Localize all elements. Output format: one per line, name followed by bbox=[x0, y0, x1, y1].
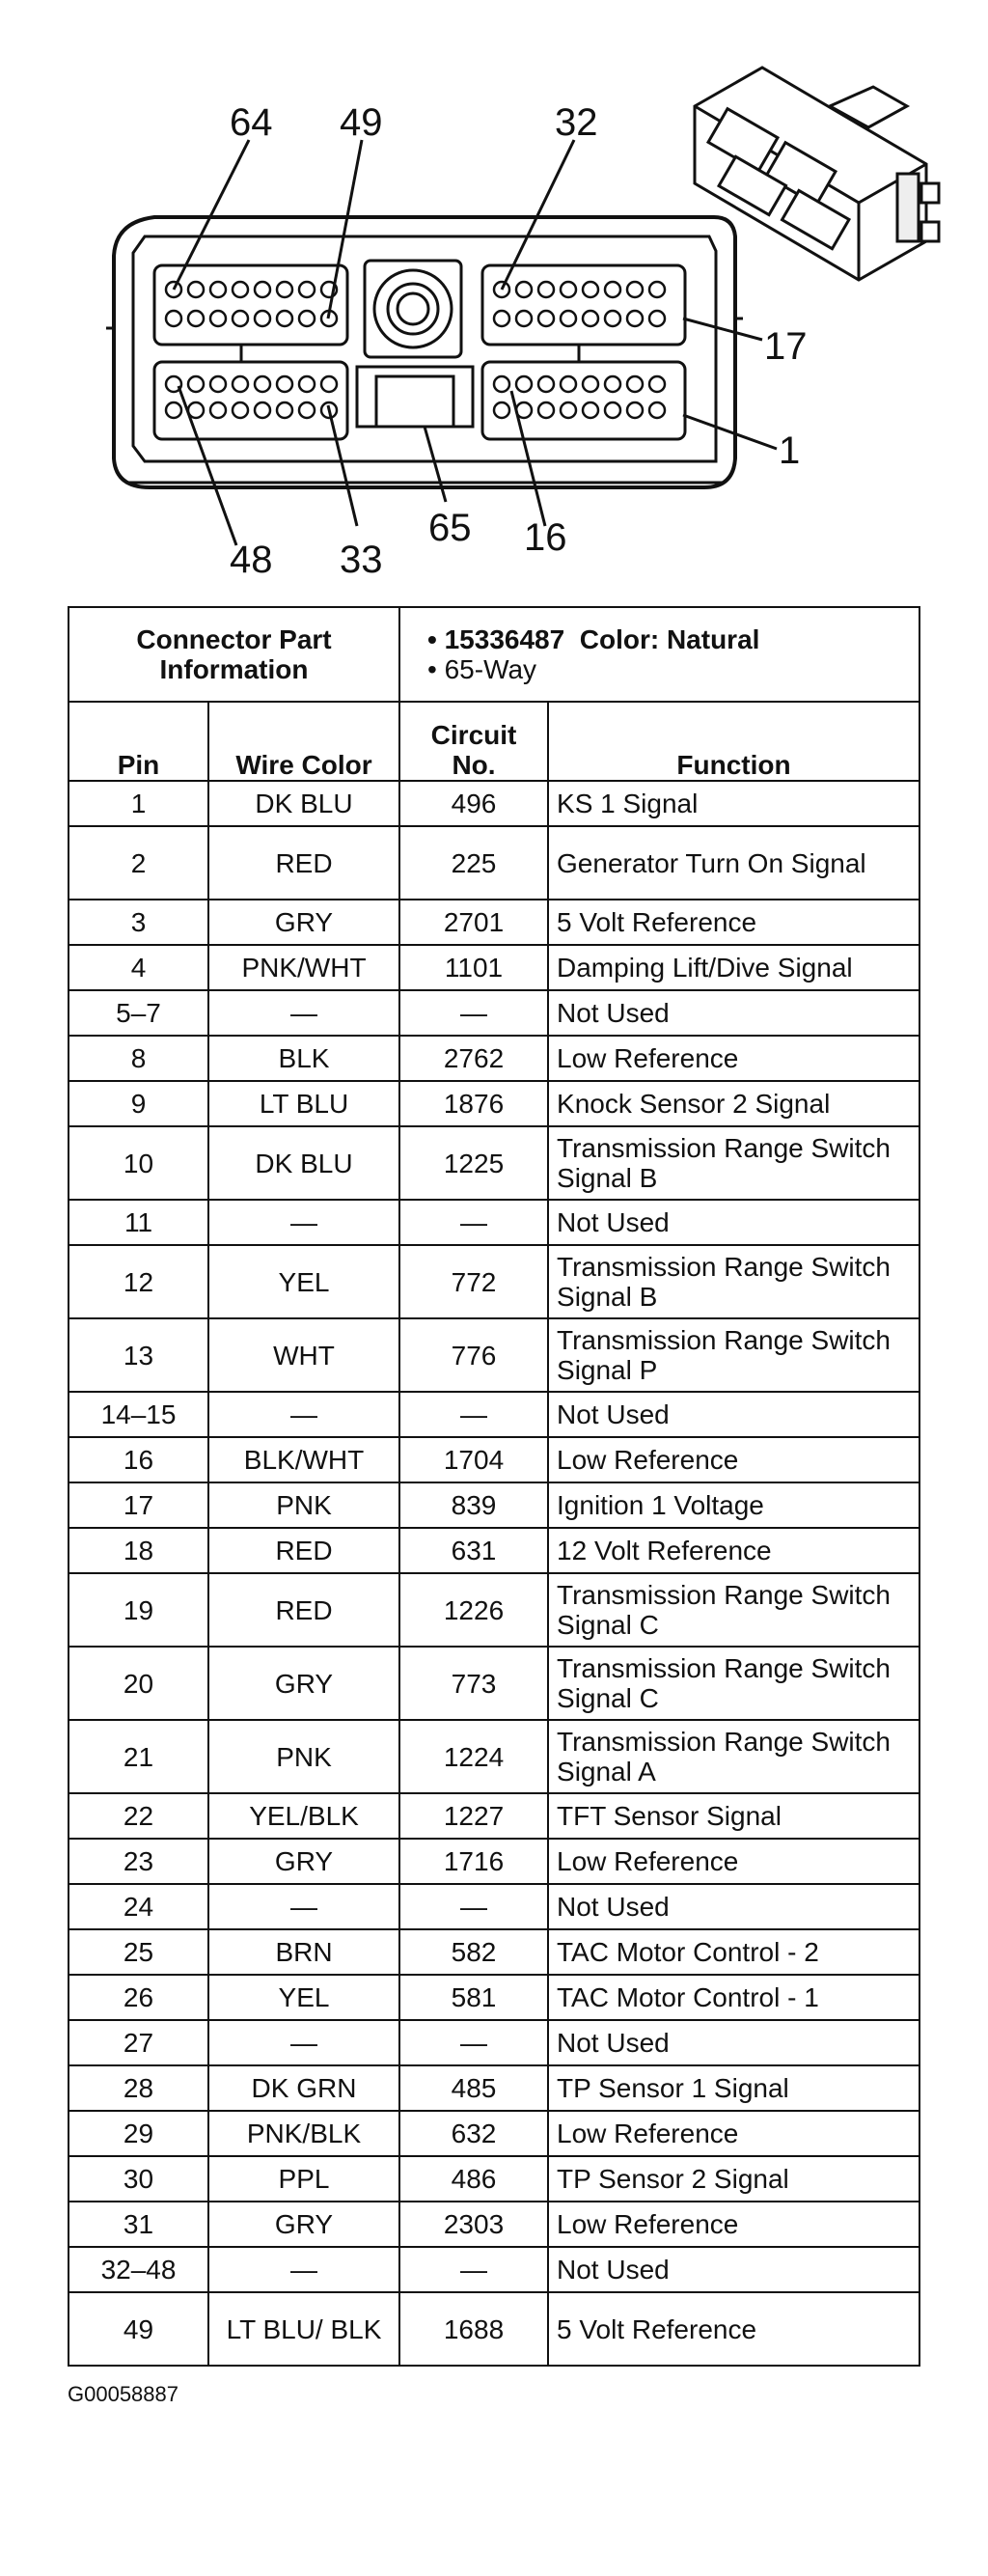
table-row bbox=[69, 1839, 919, 1884]
table-row bbox=[69, 900, 919, 945]
circuit-cell: — bbox=[399, 1392, 548, 1437]
wire-color-cell: RED bbox=[208, 1528, 399, 1573]
pin-cavity bbox=[516, 376, 532, 392]
pin-cell: 32–48 bbox=[69, 2247, 208, 2292]
pin-cavity bbox=[649, 376, 665, 392]
table-row bbox=[69, 990, 919, 1036]
pin-cavity bbox=[188, 311, 204, 326]
pin-cavity bbox=[605, 402, 620, 418]
pin-cavity bbox=[494, 402, 509, 418]
wire-color-cell: BLK/WHT bbox=[208, 1437, 399, 1482]
pin-cavity bbox=[277, 376, 292, 392]
pin-cell: 30 bbox=[69, 2156, 208, 2202]
wire-color-cell: — bbox=[208, 2247, 399, 2292]
pin-cavity bbox=[166, 402, 181, 418]
table-row bbox=[69, 1975, 919, 2020]
wire-color-cell: GRY bbox=[208, 1647, 399, 1720]
pin-cavity bbox=[538, 282, 554, 297]
pinout-rows bbox=[69, 781, 919, 2366]
pin-cavity bbox=[210, 402, 226, 418]
table-row bbox=[69, 1081, 919, 1126]
connector-3d-illustration bbox=[695, 68, 939, 280]
wire-color-cell: DK BLU bbox=[208, 781, 399, 826]
wire-color-cell: — bbox=[208, 990, 399, 1036]
pin-cavity bbox=[649, 282, 665, 297]
circuit-cell: 773 bbox=[399, 1647, 548, 1720]
wire-color-cell: PPL bbox=[208, 2156, 399, 2202]
pin-cavity bbox=[188, 376, 204, 392]
col-header-wire-color: Wire Color bbox=[208, 702, 399, 781]
function-cell: Low Reference bbox=[548, 1437, 919, 1482]
table-row bbox=[69, 1573, 919, 1647]
function-cell: Low Reference bbox=[548, 2111, 919, 2156]
part-number: 15336487 bbox=[444, 624, 565, 654]
function-cell: Transmission Range Switch Signal B bbox=[548, 1126, 919, 1200]
col-header-function: Function bbox=[548, 702, 919, 781]
pin-cell: 10 bbox=[69, 1126, 208, 1200]
pin-cell: 3 bbox=[69, 900, 208, 945]
pin-cavity bbox=[166, 311, 181, 326]
function-cell: TAC Motor Control - 2 bbox=[548, 1929, 919, 1975]
pin-cavity bbox=[321, 376, 337, 392]
circuit-cell: 581 bbox=[399, 1975, 548, 2020]
function-cell: Transmission Range Switch Signal C bbox=[548, 1647, 919, 1720]
pin-cavity bbox=[277, 311, 292, 326]
table-row bbox=[69, 1245, 919, 1318]
wire-color-cell: BRN bbox=[208, 1929, 399, 1975]
pin-cavity bbox=[516, 282, 532, 297]
pin-cavity bbox=[210, 376, 226, 392]
pin-cavity bbox=[188, 282, 204, 297]
pin-cell: 18 bbox=[69, 1528, 208, 1573]
pin-cavity bbox=[255, 282, 270, 297]
circuit-cell: 631 bbox=[399, 1528, 548, 1573]
circuit-cell: 2762 bbox=[399, 1036, 548, 1081]
circuit-cell: — bbox=[399, 1884, 548, 1929]
circuit-cell: 632 bbox=[399, 2111, 548, 2156]
pin-cavity bbox=[494, 376, 509, 392]
function-cell: Transmission Range Switch Signal B bbox=[548, 1245, 919, 1318]
pin-cavity bbox=[277, 282, 292, 297]
pin-cavity bbox=[233, 376, 248, 392]
pin-cavity bbox=[561, 282, 576, 297]
circuit-cell: 1227 bbox=[399, 1793, 548, 1839]
pin-label-17: 17 bbox=[764, 325, 808, 368]
pin-cavity bbox=[605, 311, 620, 326]
function-cell: Damping Lift/Dive Signal bbox=[548, 945, 919, 990]
connector-part-label: Connector Part Information bbox=[69, 607, 399, 702]
pin-cavity bbox=[583, 402, 598, 418]
pin-cavity bbox=[538, 376, 554, 392]
pin-cavity bbox=[299, 376, 315, 392]
pin-cell: 28 bbox=[69, 2065, 208, 2111]
pin-label-64: 64 bbox=[230, 101, 273, 144]
function-cell: 12 Volt Reference bbox=[548, 1528, 919, 1573]
function-cell: Low Reference bbox=[548, 1036, 919, 1081]
table-row bbox=[69, 1482, 919, 1528]
function-cell: 5 Volt Reference bbox=[548, 2292, 919, 2366]
circuit-cell: — bbox=[399, 1200, 548, 1245]
pin-label-33: 33 bbox=[340, 539, 383, 579]
connector-way: 65-Way bbox=[444, 654, 537, 684]
pin-cell: 2 bbox=[69, 826, 208, 900]
pin-cavity bbox=[494, 311, 509, 326]
pin-cell: 24 bbox=[69, 1884, 208, 1929]
wire-color-cell: — bbox=[208, 1884, 399, 1929]
table-row bbox=[69, 781, 919, 826]
pin-cavity bbox=[627, 402, 643, 418]
table-row bbox=[69, 1793, 919, 1839]
pin-cell: 11 bbox=[69, 1200, 208, 1245]
pin-cavity bbox=[561, 402, 576, 418]
function-cell: TAC Motor Control - 1 bbox=[548, 1975, 919, 2020]
wire-color-cell: PNK bbox=[208, 1482, 399, 1528]
function-cell: Not Used bbox=[548, 1392, 919, 1437]
table-row bbox=[69, 2156, 919, 2202]
circuit-cell: 496 bbox=[399, 781, 548, 826]
function-cell: Not Used bbox=[548, 2247, 919, 2292]
table-row bbox=[69, 1528, 919, 1573]
circuit-cell: 776 bbox=[399, 1318, 548, 1392]
pin-cell: 49 bbox=[69, 2292, 208, 2366]
pin-cavity bbox=[516, 311, 532, 326]
wire-color-cell: DK BLU bbox=[208, 1126, 399, 1200]
table-row bbox=[69, 1318, 919, 1392]
wire-color-cell: RED bbox=[208, 1573, 399, 1647]
circuit-cell: 1225 bbox=[399, 1126, 548, 1200]
pin-cavity bbox=[649, 402, 665, 418]
circuit-cell: 1224 bbox=[399, 1720, 548, 1793]
function-cell: Low Reference bbox=[548, 1839, 919, 1884]
col-header-pin: Pin bbox=[69, 702, 208, 781]
function-cell: Transmission Range Switch Signal C bbox=[548, 1573, 919, 1647]
pin-cavity bbox=[583, 311, 598, 326]
connector-color: Color: Natural bbox=[579, 624, 760, 654]
pin-cavity bbox=[299, 282, 315, 297]
pin-cell: 31 bbox=[69, 2202, 208, 2247]
circuit-cell: — bbox=[399, 2247, 548, 2292]
table-row bbox=[69, 1200, 919, 1245]
circuit-cell: 582 bbox=[399, 1929, 548, 1975]
pin-cavity bbox=[538, 311, 554, 326]
pin-cavity bbox=[627, 376, 643, 392]
circuit-cell: 485 bbox=[399, 2065, 548, 2111]
circuit-cell: 839 bbox=[399, 1482, 548, 1528]
pin-label-1: 1 bbox=[779, 429, 801, 472]
table-row bbox=[69, 1929, 919, 1975]
wire-color-cell: PNK bbox=[208, 1720, 399, 1793]
function-cell: Not Used bbox=[548, 1884, 919, 1929]
center-post bbox=[365, 261, 461, 357]
wire-color-cell: — bbox=[208, 1200, 399, 1245]
pin-cavity bbox=[299, 402, 315, 418]
pin-label-49: 49 bbox=[340, 101, 383, 144]
pin-cavity bbox=[255, 311, 270, 326]
circuit-cell: 772 bbox=[399, 1245, 548, 1318]
table-row bbox=[69, 945, 919, 990]
wire-color-cell: PNK/WHT bbox=[208, 945, 399, 990]
function-cell: Low Reference bbox=[548, 2202, 919, 2247]
wire-color-cell: LT BLU/ BLK bbox=[208, 2292, 399, 2366]
pin-cell: 4 bbox=[69, 945, 208, 990]
pin-cavity bbox=[233, 311, 248, 326]
circuit-cell: 2701 bbox=[399, 900, 548, 945]
function-cell: Not Used bbox=[548, 2020, 919, 2065]
connector-part-info: • 15336487 Color: Natural • 65-Way bbox=[399, 607, 919, 702]
function-cell: Ignition 1 Voltage bbox=[548, 1482, 919, 1528]
pin-cavity bbox=[605, 376, 620, 392]
wire-color-cell: DK GRN bbox=[208, 2065, 399, 2111]
wire-color-cell: RED bbox=[208, 826, 399, 900]
wire-color-cell: GRY bbox=[208, 2202, 399, 2247]
circuit-cell: 1704 bbox=[399, 1437, 548, 1482]
pin-cavity bbox=[561, 376, 576, 392]
pin-cavity bbox=[649, 311, 665, 326]
table-row bbox=[69, 1720, 919, 1793]
circuit-cell: 1101 bbox=[399, 945, 548, 990]
circuit-cell: — bbox=[399, 2020, 548, 2065]
pin-cell: 20 bbox=[69, 1647, 208, 1720]
wire-color-cell: GRY bbox=[208, 900, 399, 945]
pin-cavity bbox=[210, 282, 226, 297]
pin-cavity bbox=[605, 282, 620, 297]
circuit-cell: 1226 bbox=[399, 1573, 548, 1647]
function-cell: Transmission Range Switch Signal P bbox=[548, 1318, 919, 1392]
function-cell: KS 1 Signal bbox=[548, 781, 919, 826]
figure-code: G00058887 bbox=[68, 2382, 178, 2406]
wire-color-cell: LT BLU bbox=[208, 1081, 399, 1126]
function-cell: Not Used bbox=[548, 1200, 919, 1245]
table-row bbox=[69, 2202, 919, 2247]
wire-color-cell: YEL/BLK bbox=[208, 1793, 399, 1839]
circuit-cell: 1876 bbox=[399, 1081, 548, 1126]
table-row bbox=[69, 2020, 919, 2065]
connector-face-diagram bbox=[0, 0, 988, 579]
wire-color-cell: BLK bbox=[208, 1036, 399, 1081]
pin-cavity bbox=[583, 376, 598, 392]
pin-cavity bbox=[627, 311, 643, 326]
pin-cell: 13 bbox=[69, 1318, 208, 1392]
table-row bbox=[69, 1392, 919, 1437]
pin-cavity bbox=[561, 311, 576, 326]
circuit-cell: — bbox=[399, 990, 548, 1036]
table-row bbox=[69, 2111, 919, 2156]
wire-color-cell: — bbox=[208, 1392, 399, 1437]
pin-cavity bbox=[255, 376, 270, 392]
pin-cavity bbox=[255, 402, 270, 418]
function-cell: Knock Sensor 2 Signal bbox=[548, 1081, 919, 1126]
table-row bbox=[69, 1437, 919, 1482]
table-row bbox=[69, 1126, 919, 1200]
circuit-cell: 1716 bbox=[399, 1839, 548, 1884]
pin-cell: 1 bbox=[69, 781, 208, 826]
leader-lines bbox=[174, 140, 777, 545]
pin-label-65: 65 bbox=[428, 507, 472, 549]
wire-color-cell: YEL bbox=[208, 1245, 399, 1318]
pin-cavity bbox=[627, 282, 643, 297]
pin-cell: 27 bbox=[69, 2020, 208, 2065]
pin-cell: 29 bbox=[69, 2111, 208, 2156]
function-cell: TP Sensor 2 Signal bbox=[548, 2156, 919, 2202]
pin-cell: 21 bbox=[69, 1720, 208, 1793]
pin-cell: 23 bbox=[69, 1839, 208, 1884]
connector-pinout-table bbox=[68, 606, 920, 2367]
function-cell: TFT Sensor Signal bbox=[548, 1793, 919, 1839]
pin-label-16: 16 bbox=[524, 516, 567, 559]
pin-cell: 19 bbox=[69, 1573, 208, 1647]
pin-cavity bbox=[299, 311, 315, 326]
pin-cell: 25 bbox=[69, 1929, 208, 1975]
function-cell: Not Used bbox=[548, 990, 919, 1036]
circuit-cell: 225 bbox=[399, 826, 548, 900]
pin-cell: 22 bbox=[69, 1793, 208, 1839]
col-header-circuit-no: Circuit No. bbox=[399, 702, 548, 781]
wire-color-cell: GRY bbox=[208, 1839, 399, 1884]
function-cell: TP Sensor 1 Signal bbox=[548, 2065, 919, 2111]
pin-cell: 26 bbox=[69, 1975, 208, 2020]
wire-color-cell: PNK/BLK bbox=[208, 2111, 399, 2156]
wire-color-cell: YEL bbox=[208, 1975, 399, 2020]
pin-cell: 14–15 bbox=[69, 1392, 208, 1437]
table-row bbox=[69, 826, 919, 900]
pin-cell: 16 bbox=[69, 1437, 208, 1482]
pin-label-48: 48 bbox=[230, 539, 273, 579]
table-row bbox=[69, 1036, 919, 1081]
table-row bbox=[69, 2247, 919, 2292]
pin-cavity bbox=[210, 311, 226, 326]
circuit-cell: 1688 bbox=[399, 2292, 548, 2366]
wire-color-cell: WHT bbox=[208, 1318, 399, 1392]
pin-cavity bbox=[233, 402, 248, 418]
pin-cavity bbox=[277, 402, 292, 418]
pin-cell: 5–7 bbox=[69, 990, 208, 1036]
pin-cell: 8 bbox=[69, 1036, 208, 1081]
table-row bbox=[69, 1884, 919, 1929]
pin-cell: 12 bbox=[69, 1245, 208, 1318]
circuit-cell: 2303 bbox=[399, 2202, 548, 2247]
pin-cavity bbox=[233, 282, 248, 297]
function-cell: Transmission Range Switch Signal A bbox=[548, 1720, 919, 1793]
pin-cavity bbox=[583, 282, 598, 297]
table-row bbox=[69, 1647, 919, 1720]
table-row bbox=[69, 2292, 919, 2366]
pin-cavity bbox=[538, 402, 554, 418]
function-cell: Generator Turn On Signal bbox=[548, 826, 919, 900]
table-row bbox=[69, 2065, 919, 2111]
function-cell: 5 Volt Reference bbox=[548, 900, 919, 945]
wire-color-cell: — bbox=[208, 2020, 399, 2065]
pin-cell: 17 bbox=[69, 1482, 208, 1528]
pin-label-32: 32 bbox=[555, 101, 598, 144]
circuit-cell: 486 bbox=[399, 2156, 548, 2202]
pin-cell: 9 bbox=[69, 1081, 208, 1126]
